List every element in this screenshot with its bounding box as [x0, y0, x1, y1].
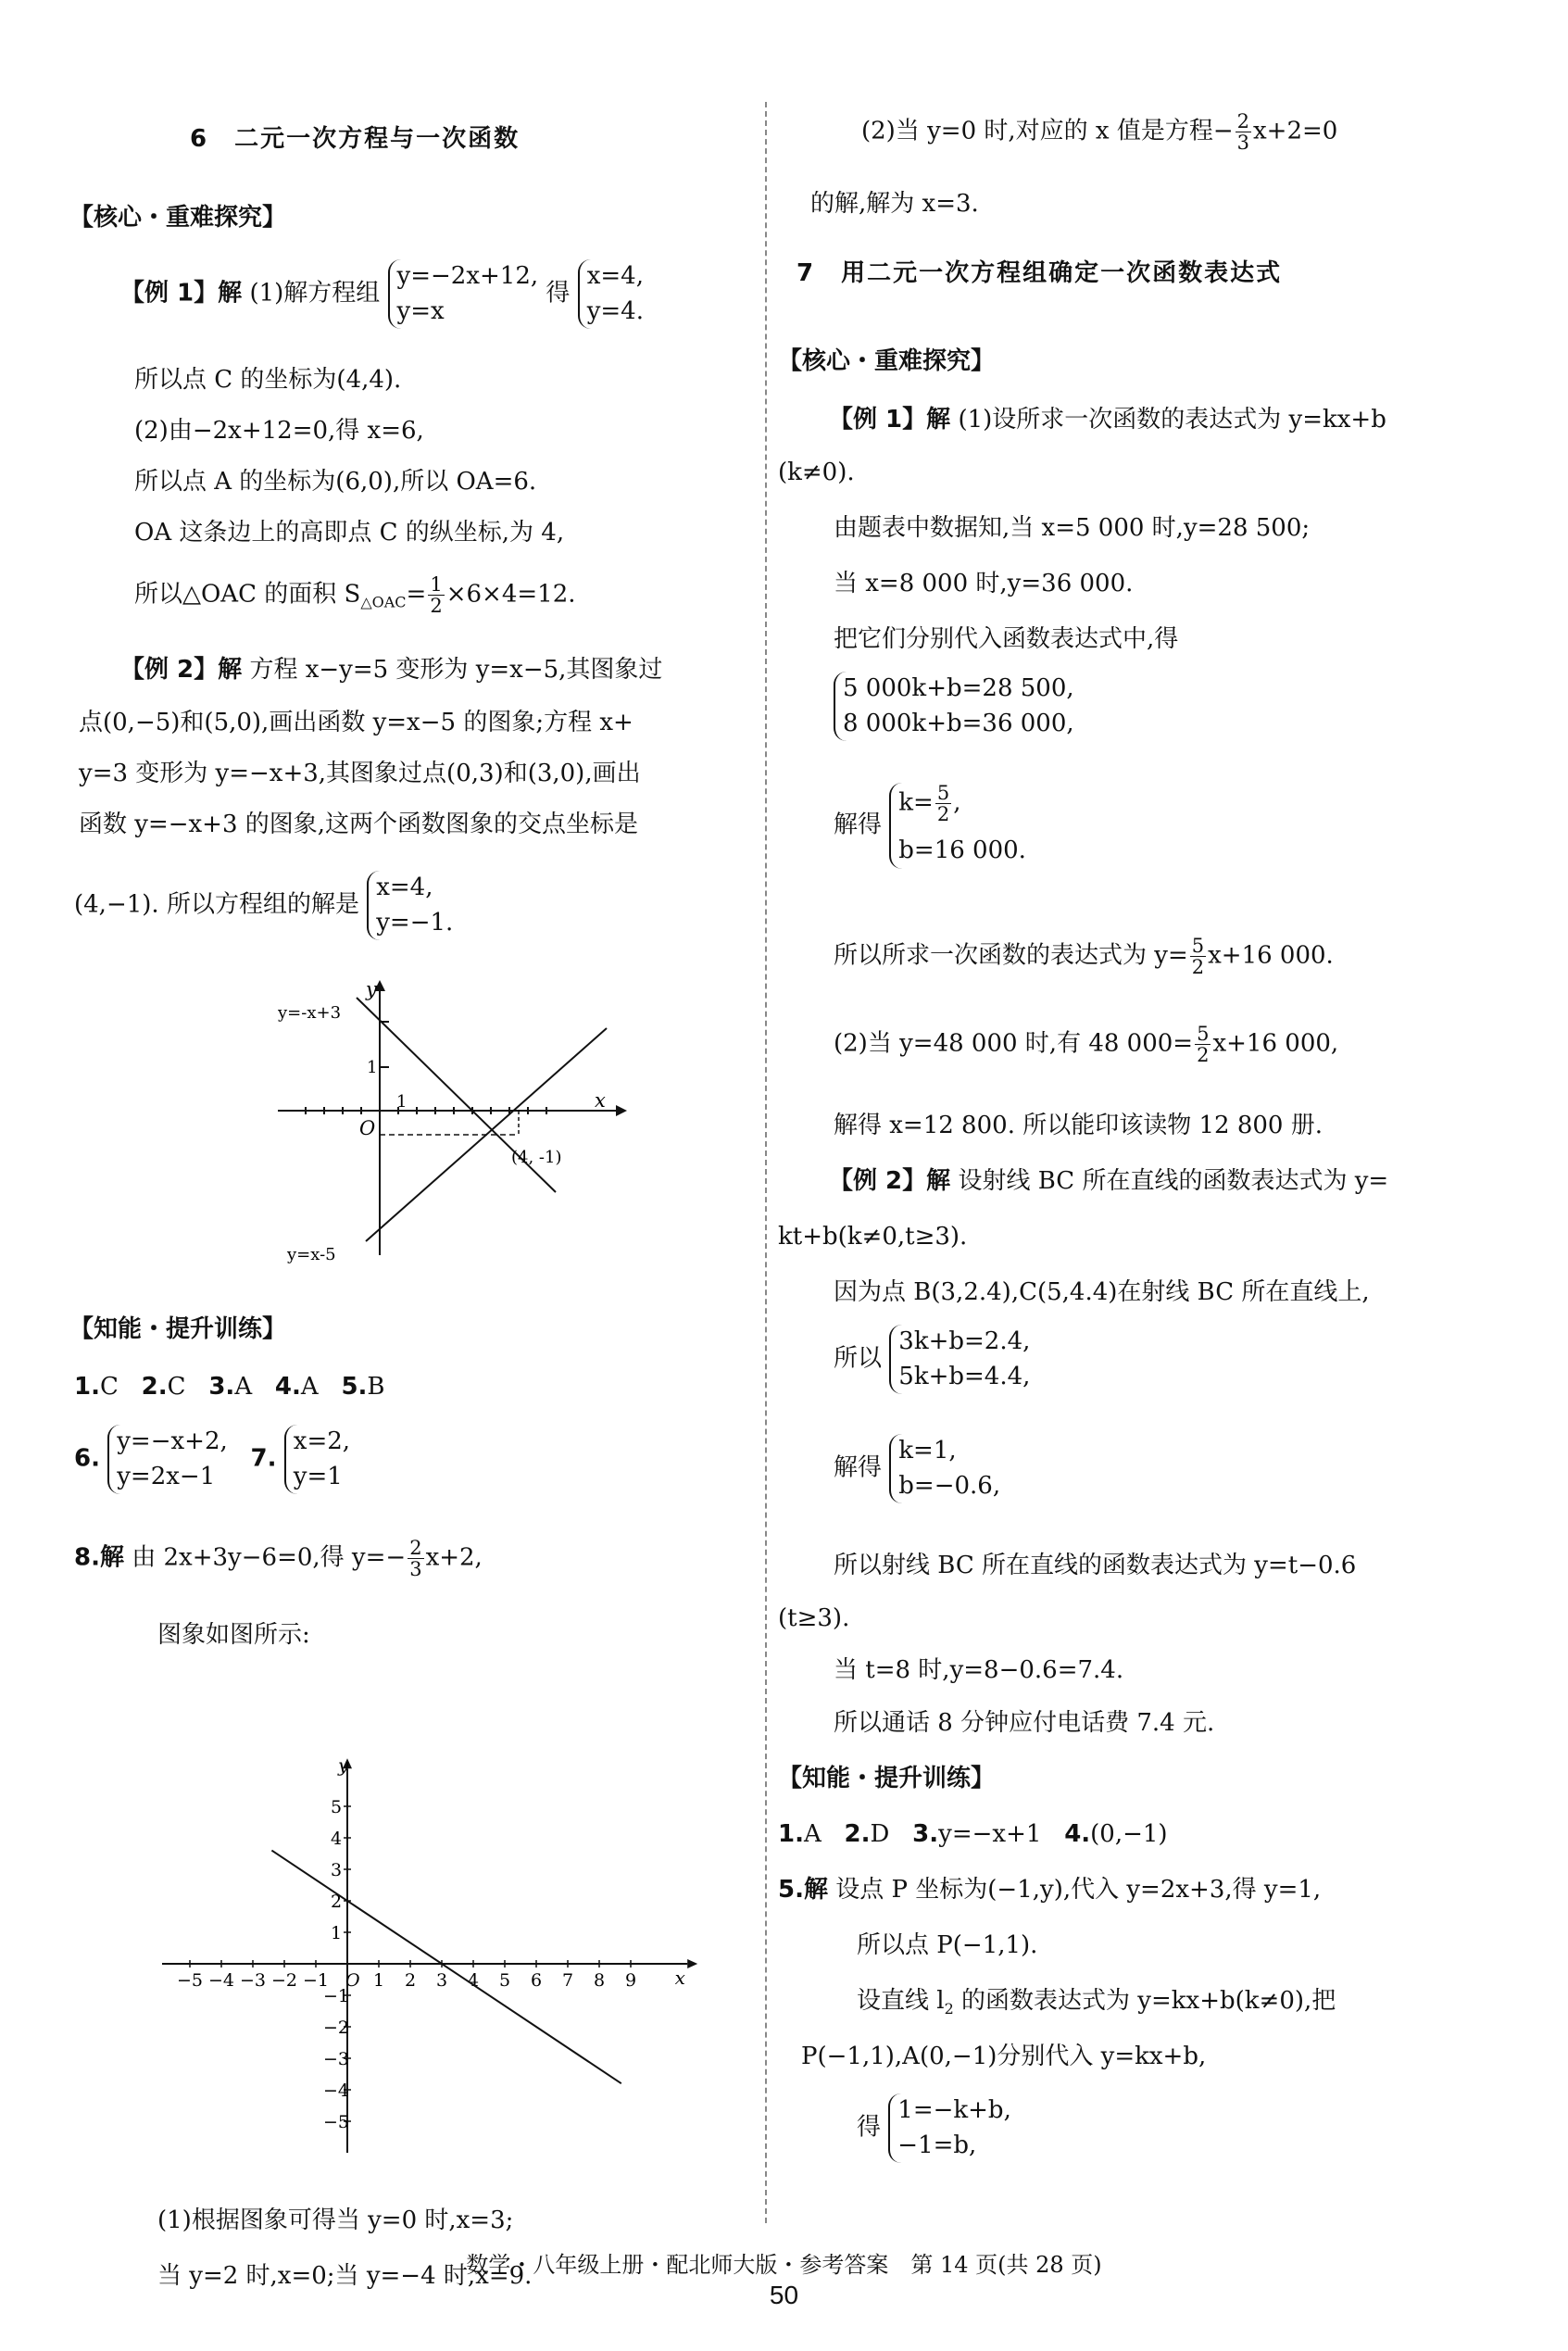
text-line: (1)根据图象可得当 y=0 时,x=3;: [157, 2206, 514, 2234]
example-tag: 【例 1】: [829, 406, 927, 434]
solution-mark: 解: [218, 656, 243, 684]
denominator: 2: [936, 803, 950, 826]
intersection-label: (4, -1): [511, 1148, 562, 1167]
denominator: 2: [430, 595, 443, 618]
text: k=: [898, 788, 934, 817]
text: 方程 x−y=5 变形为 y=x−5,其图象过: [249, 656, 663, 684]
text-line: kt+b(k≠0,t≥3).: [778, 1223, 968, 1251]
tick-label: 1: [396, 1092, 408, 1112]
question-number: 5.: [778, 1876, 804, 1904]
equation: k=1,: [898, 1437, 957, 1465]
text: x+16 000.: [1208, 941, 1334, 970]
text: 设直线 l: [857, 1987, 945, 2015]
origin-label: O: [359, 1117, 376, 1139]
x-tick-label: −2: [271, 1970, 298, 1991]
equation-system: [107, 1425, 228, 1494]
solution-mark: 解: [99, 1543, 124, 1572]
text: 解得: [834, 1453, 883, 1482]
numerator: 2: [409, 1537, 422, 1559]
text: x+2,: [425, 1543, 483, 1572]
text-line: 当 y=2 时,x=0;当 y=−4 时,x=9.: [157, 2262, 533, 2290]
heading-core: 【核心・重难探究】: [778, 347, 996, 375]
text: (2)当 y=48 000 时,有 48 000=: [834, 1029, 1194, 1058]
x-tick-label: 9: [625, 1970, 637, 1991]
denominator: 2: [1197, 1044, 1210, 1067]
text-line: y=3 变形为 y=−x+3,其图象过点(0,3)和(3,0),画出: [79, 760, 641, 787]
answers-6-7: [74, 1425, 350, 1494]
equation: b=−0.6,: [898, 1471, 1001, 1500]
text: 所以所求一次函数的表达式为 y=: [834, 941, 1188, 970]
graph-line-q8: [153, 1686, 764, 2168]
question-number: 2.: [141, 1373, 168, 1401]
equation: y=4.: [586, 296, 644, 325]
equation: x=4,: [586, 262, 644, 290]
numerator: 5: [1191, 935, 1205, 957]
question-number: 7.: [250, 1444, 277, 1473]
text-line: 把它们分别代入函数表达式中,得: [834, 625, 1179, 653]
axis-label-x: x: [674, 1967, 685, 1989]
answers-1-4: [778, 1820, 1168, 1849]
solution-mark: 解: [926, 406, 951, 434]
text: 由 2x+3y−6=0,得 y=−: [132, 1543, 407, 1572]
question-number: 4.: [1064, 1820, 1091, 1848]
page-footer: 数学・八年级上册・配北师大版・参考答案 第 14 页(共 28 页): [466, 2252, 1102, 2278]
equation-system: [889, 1325, 1030, 1394]
column-divider: [765, 102, 767, 2223]
text-line: 所以点 C 的坐标为(4,4).: [134, 366, 402, 394]
equation: b=16 000.: [898, 836, 1026, 865]
example-1-line-1: [120, 259, 644, 329]
text: =: [406, 580, 427, 609]
x-tick-label: 8: [594, 1970, 606, 1991]
text-line: 解得 x=12 800. 所以能印该读物 12 800 册.: [834, 1112, 1323, 1139]
denominator: 3: [1236, 132, 1249, 155]
axis-label-y: y: [338, 1754, 349, 1777]
text-line: 由题表中数据知,当 x=5 000 时,y=28 500;: [834, 514, 1311, 542]
fraction: [1236, 111, 1251, 153]
equation-system: [284, 1425, 350, 1494]
text: 设点 P 坐标为(−1,y),代入 y=2x+3,得 y=1,: [835, 1876, 1322, 1904]
text: 解得: [834, 811, 883, 839]
equation: 8 000k+b=36 000,: [843, 709, 1074, 737]
x-tick-label: 3: [436, 1970, 448, 1991]
equation-system: [578, 259, 644, 329]
x-tick-label: 4: [468, 1970, 480, 1991]
x-tick-label: −4: [208, 1970, 235, 1991]
line-label: y=-x+3: [278, 1003, 342, 1023]
numerator: 2: [1236, 110, 1249, 132]
equation-system: [889, 1434, 1000, 1503]
text-line: 点(0,−5)和(5,0),画出函数 y=x−5 的图象;方程 x+: [79, 709, 633, 736]
text: 所以△OAC 的面积 S: [134, 580, 361, 609]
question-number: 1.: [74, 1373, 100, 1401]
text-line: [861, 111, 1337, 153]
equation-block: [834, 1325, 1030, 1394]
fraction: [935, 783, 951, 824]
x-tick-label: 1: [373, 1970, 385, 1991]
numerator: 5: [936, 782, 950, 804]
text-line: [134, 574, 576, 616]
text: (1)解方程组: [249, 279, 381, 308]
text: 得: [857, 2113, 882, 2142]
line-label: y=x-5: [287, 1245, 336, 1264]
x-tick-label: 2: [405, 1970, 417, 1991]
equation-system: [367, 871, 453, 940]
text-line: 当 x=8 000 时,y=36 000.: [834, 570, 1134, 597]
answer: C: [167, 1373, 186, 1401]
question-number: 3.: [208, 1373, 235, 1401]
text-line: (2)由−2x+12=0,得 x=6,: [134, 417, 424, 445]
numerator: 5: [1197, 1023, 1210, 1045]
text: 的函数表达式为 y=kx+b(k≠0),把: [953, 1987, 1336, 2015]
text: (4,−1). 所以方程组的解是: [74, 890, 359, 919]
x-tick-label: 5: [499, 1970, 511, 1991]
x-tick-label: −1: [303, 1970, 330, 1991]
y-tick-label: 4: [331, 1829, 343, 1849]
text-line: 的解,解为 x=3.: [810, 190, 979, 218]
heading-train: 【知能・提升训练】: [69, 1315, 287, 1343]
example-tag: 【例 1】: [120, 279, 219, 308]
subscript: 2: [944, 2000, 954, 2018]
equation: y=1: [293, 1462, 343, 1490]
equation-block: [834, 672, 1074, 741]
x-axis-arrow: [687, 1959, 697, 1968]
y-tick-label: −5: [323, 2112, 350, 2132]
y-tick-label: 5: [331, 1797, 343, 1817]
section-title-7: 7 用二元一次方程组确定一次函数表达式: [797, 259, 1283, 287]
equation-system: [834, 672, 1074, 741]
equation: [898, 783, 1026, 824]
y-tick-label: −2: [323, 2018, 350, 2038]
x-tick-label: 7: [562, 1970, 574, 1991]
question-number: 3.: [912, 1820, 939, 1848]
equation: 5 000k+b=28 500,: [843, 674, 1074, 702]
axis-label-y: y: [366, 978, 377, 1000]
text-line: 当 t=8 时,y=8−0.6=7.4.: [834, 1656, 1124, 1684]
text-line: 因为点 B(3,2.4),C(5,4.4)在射线 BC 所在直线上,: [834, 1278, 1370, 1306]
y-tick-label: −4: [323, 2081, 350, 2101]
text-line: [834, 1024, 1338, 1065]
question-number: 5.: [341, 1373, 368, 1401]
x-tick-label: 6: [531, 1970, 543, 1991]
y-tick-label: 3: [331, 1860, 343, 1880]
equation: y=−2x+12,: [396, 262, 539, 290]
text-line: 函数 y=−x+3 的图象,这两个函数图象的交点坐标是: [79, 811, 639, 838]
question-number: 1.: [778, 1820, 804, 1848]
text-line: [834, 936, 1334, 977]
equation: x=4,: [376, 874, 433, 901]
y-tick-label: −1: [323, 1986, 350, 2006]
denominator: 2: [1191, 956, 1205, 979]
origin-label: O: [345, 1970, 360, 1991]
example-tag: 【例 2】: [120, 656, 219, 684]
answer: D: [870, 1820, 890, 1848]
text-line: 图象如图所示:: [157, 1621, 310, 1649]
y-tick-label: 1: [331, 1923, 343, 1943]
text-line: 所以通话 8 分钟应付电话费 7.4 元.: [834, 1709, 1215, 1737]
answer: A: [803, 1820, 822, 1848]
text: (1)设所求一次函数的表达式为 y=kx+b: [958, 406, 1386, 434]
example-2-line-1: [829, 1167, 1388, 1196]
equation: y=−1.: [376, 908, 454, 937]
question-number: 4.: [274, 1373, 301, 1401]
text: ×6×4=12.: [445, 580, 576, 609]
x-tick-label: −5: [177, 1970, 204, 1991]
equation-block: [857, 2093, 1011, 2163]
text-line: P(−1,1),A(0,−1)分别代入 y=kx+b,: [801, 2043, 1207, 2070]
denominator: 3: [409, 1558, 422, 1581]
text-line: [857, 1987, 1336, 2018]
text-line: 所以射线 BC 所在直线的函数表达式为 y=t−0.6: [834, 1552, 1357, 1579]
text-line: (k≠0).: [778, 459, 855, 486]
fraction: [428, 574, 444, 616]
equation: 5k+b=4.4,: [898, 1362, 1031, 1390]
question-8-line-1: [74, 1538, 483, 1579]
axis-label-x: x: [595, 1089, 606, 1112]
equation-block: [834, 1434, 1000, 1503]
text-line: [74, 871, 453, 940]
equation-system: [888, 2093, 1011, 2163]
y-tick-label: −3: [323, 2049, 350, 2069]
question-number: 6.: [74, 1444, 100, 1473]
y-tick-label: 2: [331, 1892, 343, 1912]
text: (2)当 y=0 时,对应的 x 值是方程−: [861, 117, 1234, 145]
equation: y=x: [396, 296, 445, 325]
equation-block: [834, 783, 1026, 869]
text: 所以: [834, 1344, 883, 1373]
x-tick-label: −3: [240, 1970, 267, 1991]
question-number: 8.: [74, 1543, 100, 1572]
heading-core: 【核心・重难探究】: [69, 204, 287, 232]
solution-mark: 解: [803, 1876, 828, 1904]
text: 得: [546, 279, 571, 308]
text-line: (t≥3).: [778, 1604, 850, 1632]
text: x+16 000,: [1212, 1029, 1339, 1058]
text: ,: [953, 788, 961, 817]
text-line: 所以点 A 的坐标为(6,0),所以 OA=6.: [134, 468, 537, 496]
answer: C: [99, 1373, 119, 1401]
answer: (0,−1): [1090, 1820, 1168, 1848]
heading-train: 【知能・提升训练】: [778, 1765, 996, 1792]
answer: A: [234, 1373, 253, 1401]
equation: 1=−k+b,: [897, 2096, 1011, 2124]
answer: B: [367, 1373, 385, 1401]
text-line: 所以点 P(−1,1).: [857, 1931, 1038, 1959]
question-5-line-1: [778, 1876, 1321, 1905]
equation: x=2,: [293, 1427, 351, 1455]
equation: −1=b,: [897, 2131, 977, 2159]
subscript: △OAC: [360, 593, 407, 611]
fraction: [1195, 1024, 1210, 1065]
tick-label: 1: [367, 1058, 378, 1077]
equation-system: [388, 259, 539, 329]
example-2-line-1: [120, 656, 662, 685]
answers-1-5: [74, 1373, 385, 1402]
fraction: [1190, 936, 1206, 977]
equation: 3k+b=2.4,: [898, 1327, 1031, 1355]
example-tag: 【例 2】: [829, 1167, 927, 1195]
question-number: 2.: [844, 1820, 871, 1848]
answer: A: [300, 1373, 319, 1401]
solution-mark: 解: [926, 1167, 951, 1195]
equation-system: [889, 783, 1026, 869]
equation: y=2x−1: [117, 1462, 216, 1490]
graph-intersection: [278, 977, 630, 1274]
answer: y=−x+1: [938, 1820, 1042, 1848]
numerator: 1: [430, 573, 443, 596]
section-title-6: 6 二元一次方程与一次函数: [190, 125, 521, 153]
page-number: 50: [769, 2281, 799, 2309]
equation: y=−x+2,: [117, 1427, 228, 1455]
fraction: [408, 1538, 423, 1579]
solution-mark: 解: [218, 279, 243, 308]
example-1-line-1: [829, 406, 1386, 434]
text: 设射线 BC 所在直线的函数表达式为 y=: [958, 1167, 1389, 1195]
text: x+2=0: [1253, 117, 1338, 145]
text-line: OA 这条边上的高即点 C 的纵坐标,为 4,: [134, 519, 565, 547]
